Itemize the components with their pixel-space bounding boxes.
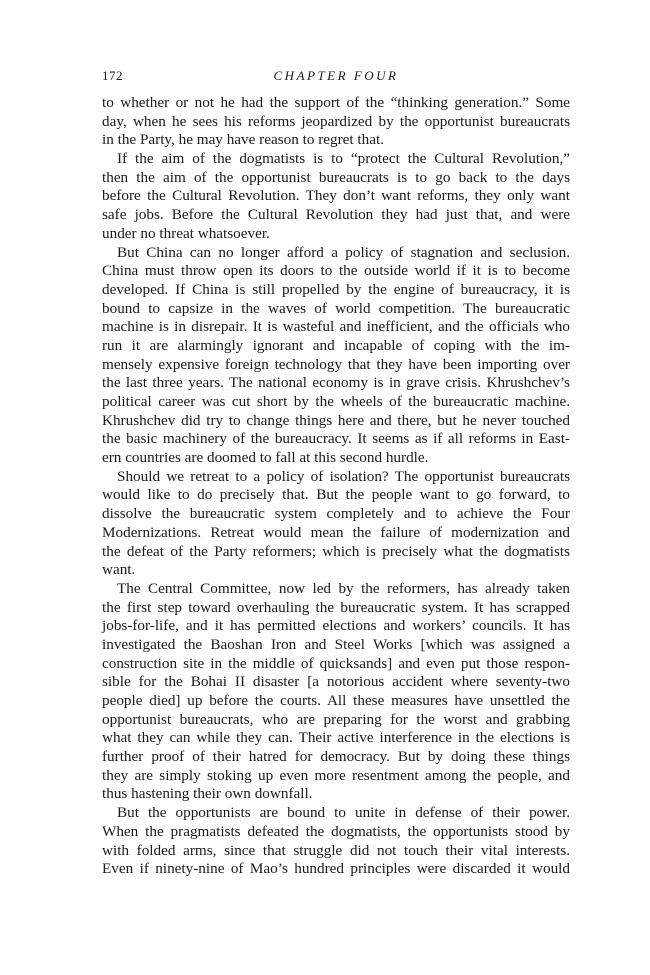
chapter-title: CHAPTER FOUR (273, 68, 399, 83)
body-text (102, 94, 570, 879)
text-line: If the aim of the dogmatists is to “protect the Cultural Revolution,” (117, 150, 570, 168)
text-line: want. (102, 561, 136, 579)
text-line: machine is in disrepair. It is wasteful and inefficient, and the officials who (102, 318, 570, 336)
text-line: people died] up before the courts. All these measures have unsettled the (102, 692, 570, 709)
text-line: what they can while they can. Their active interference in the elections is (102, 729, 570, 747)
text-line: Should we retreat to a policy of isolation? The opportunist bureaucrats (117, 467, 570, 485)
text-line: run it are alarmingly ignorant and incapable of coping with the im- (102, 336, 570, 354)
text-line: mensely expensive foreign technology that they have been importing over (102, 355, 570, 373)
text-line: Even if ninety-nine of Mao’s hundred principles were discarded it would (102, 860, 570, 878)
text-line: sible for the Bohai II disaster [a notorious accident where seventy-two (102, 673, 570, 691)
text-line: bound to capsize in the waves of world competition. The bureaucratic (102, 299, 570, 317)
text-line: to whether or not he had the support of the “thinking generation.” Some (102, 94, 570, 111)
text-line: day, when he sees his reforms jeopardized by the opportunist bureaucrats (102, 112, 570, 130)
text-line: But China can no longer afford a policy of stagnation and seclusion. (117, 243, 570, 261)
text-line: Modernizations. Retreat would mean the failure of modernization and (102, 523, 570, 541)
text-line: construction site in the middle of quicksands] and even put those respon- (102, 654, 570, 672)
text-line: jobs-for-life, and it has permitted elections and workers’ councils. It has (102, 617, 570, 635)
text-line: under no threat whatsoever. (102, 224, 270, 242)
text-line: political career was cut short by the wheels of the bureaucratic machine. (102, 393, 570, 410)
text-line: with folded arms, since that struggle did not touch their vital interests. (102, 841, 570, 859)
text-line: The Central Committee, now led by the reformers, has already taken (117, 579, 570, 597)
text-line: investigated the Baoshan Iron and Steel Works [which was assigned a (102, 635, 570, 653)
text-line: the last three years. The national economy is in grave crisis. Khrushchev’s (102, 374, 570, 392)
text-line: Khrushchev did try to change things here and there, but he never touched (102, 411, 570, 429)
text-line: then the aim of the opportunist bureaucrats is to go back to the days (102, 168, 570, 186)
text-line: ern countries are doomed to fall at this second hurdle. (102, 449, 429, 467)
text-line: developed. If China is still propelled by the engine of bureaucracy, it is (102, 280, 570, 298)
text-line: safe jobs. Before the Cultural Revolution they had just that, and were (102, 206, 570, 224)
text-line: But the opportunists are bound to unite in defense of their power. (117, 804, 570, 822)
text-line: dissolve the bureaucratic system completely and to achieve the Four (102, 505, 570, 523)
text-line: in the Party, he may have reason to regret that. (102, 131, 384, 149)
text-line: further proof of their hatred for democracy. But by doing these things (102, 748, 570, 766)
text-line: thus hastening their own downfall. (102, 785, 313, 803)
text-line: they are simply stoking up even more resentment among the people, and (102, 766, 570, 784)
text-line: opportunist bureaucrats, who are preparing for the worst and grabbing (102, 710, 570, 728)
text-line: the basic machinery of the bureaucracy. It seems as if all reforms in East- (102, 430, 570, 448)
text-line: the defeat of the Party reformers; which is precisely what the dogmatists (102, 542, 570, 560)
text-line: When the pragmatists defeated the dogmatists, the opportunists stood by (102, 822, 570, 840)
text-line: the first step toward overhauling the bureaucratic system. It has scrapped (102, 598, 570, 616)
page-number: 172 (102, 68, 123, 83)
text-line: would like to do precisely that. But the people want to go forward, to (102, 486, 570, 504)
running-head (102, 68, 570, 86)
text-line: China must throw open its doors to the outside world if it is to become (102, 262, 570, 280)
text-line: before the Cultural Revolution. They don’t want reforms, they only want (102, 187, 570, 205)
